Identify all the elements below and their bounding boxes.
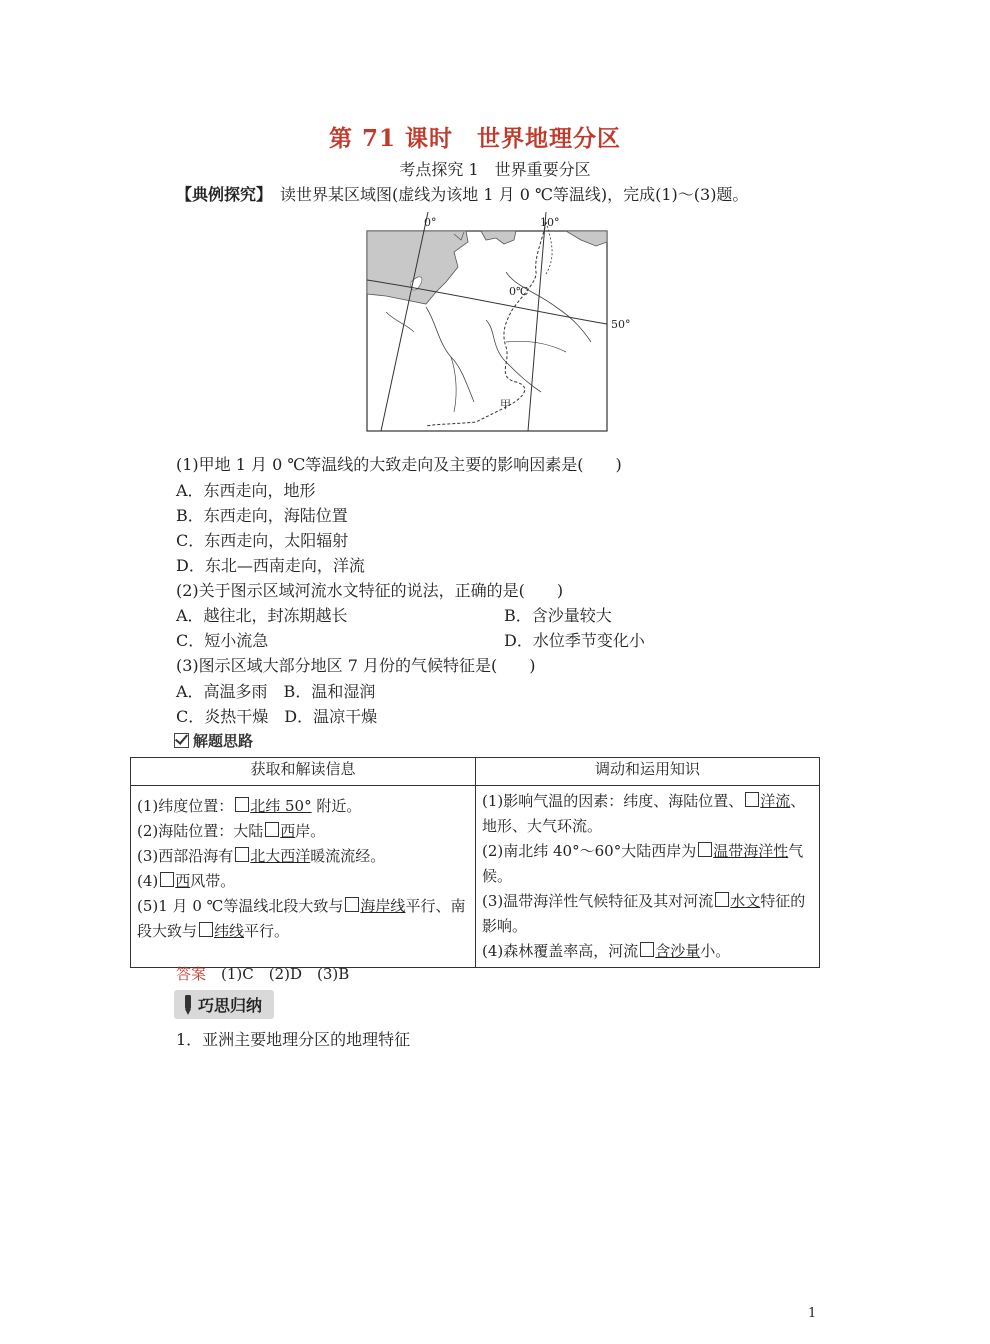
q1-option-b: B．东西走向，海陆位置 [176, 506, 348, 525]
table-cell-right [476, 786, 820, 968]
blank-box-icon [698, 842, 712, 857]
right-line-3: (3)温带海洋性气候特征及其对河流 水文特征的影响。 [482, 892, 806, 935]
analysis-table [130, 757, 820, 968]
left-line-5: (5)1 月 0 ℃等温线北段大致与 海岸线平行、南段大致与 纬线平行。 [137, 897, 466, 940]
q1-option-d: D．东北—西南走向，洋流 [176, 556, 365, 575]
page-title: 第 71 课时 世界地理分区 [328, 125, 622, 152]
blank-box-icon [235, 797, 249, 812]
example-tag: 【典例探究】 [176, 185, 265, 204]
example-text: 读世界某区域图(虚线为该地 1 月 0 ℃等温线)，完成(1)～(3)题。 [264, 185, 749, 204]
blank-box-icon [265, 822, 279, 837]
q1-stem: (1)甲地 1 月 0 ℃等温线的大致走向及主要的影响因素是( ) [176, 455, 622, 474]
section-subtitle: 考点探究 1 世界重要分区 [399, 160, 591, 179]
right-line-2: (2)南北纬 40°～60°大陆西岸为 温带海洋性气候。 [482, 842, 804, 885]
region-map [366, 212, 631, 438]
q2-option-b: B．含沙量较大 [504, 606, 612, 625]
answer-line [176, 963, 349, 984]
check-icon [174, 733, 189, 748]
q1-option-a: A．东西走向，地形 [176, 481, 316, 500]
blank-box-icon [199, 922, 213, 937]
q3-options-cd: C．炎热干燥 D．温凉干燥 [176, 707, 378, 726]
left-line-1: (1)纬度位置： 北纬 50° 附近。 [137, 797, 362, 815]
blank-box-icon [640, 942, 654, 957]
tips-label: 巧思归纳 [198, 996, 263, 1015]
lat50-label: 50° [611, 318, 631, 331]
lon10-label: 10° [540, 216, 560, 229]
table-header-left: 获取和解读信息 [131, 758, 476, 786]
q2-option-a: A．越往北，封冻期越长 [176, 606, 348, 625]
q2-option-d: D．水位季节变化小 [504, 631, 645, 650]
lon0-label: 0° [424, 216, 437, 229]
solution-approach-label: 解题思路 [193, 732, 254, 750]
q1-option-c: C．东西走向，太阳辐射 [176, 531, 349, 550]
blank-box-icon [745, 792, 759, 807]
right-line-1: (1)影响气温的因素：纬度、海陆位置、 洋流、地形、大气环流。 [482, 792, 806, 835]
answer-label: 答案 [176, 965, 207, 983]
summary-item-1: 1．亚洲主要地理分区的地理特征 [176, 1030, 411, 1049]
table-header-right: 调动和运用知识 [476, 758, 820, 786]
q3-options-ab: A．高温多雨 B．温和湿润 [176, 682, 376, 701]
answer-text: (1)C (2)D (3)B [206, 965, 350, 983]
table-cell-left [131, 786, 476, 968]
left-line-4: (4) 西风带。 [137, 872, 236, 890]
place-jia-label: 甲 [500, 398, 511, 411]
blank-box-icon [715, 892, 729, 907]
q3-stem: (3)图示区域大部分地区 7 月份的气候特征是( ) [176, 656, 536, 675]
page-number: 1 [808, 1306, 817, 1321]
left-line-3: (3)西部沿海有 北大西洋暖流流经。 [137, 847, 386, 865]
q2-stem: (2)关于图示区域河流水文特征的说法，正确的是( ) [176, 581, 564, 600]
blank-box-icon [160, 872, 174, 887]
left-line-2: (2)海陆位置：大陆 西岸。 [137, 822, 326, 840]
right-line-4: (4)森林覆盖率高，河流 含沙量小。 [482, 942, 731, 960]
tips-badge [174, 990, 274, 1019]
solution-approach-heading [174, 730, 253, 751]
isotherm-label: 0℃ [509, 285, 529, 298]
example-intro [176, 182, 748, 205]
blank-box-icon [345, 897, 359, 912]
pen-icon [182, 994, 194, 1016]
blank-box-icon [235, 847, 249, 862]
q2-option-c: C．短小流急 [176, 631, 269, 650]
